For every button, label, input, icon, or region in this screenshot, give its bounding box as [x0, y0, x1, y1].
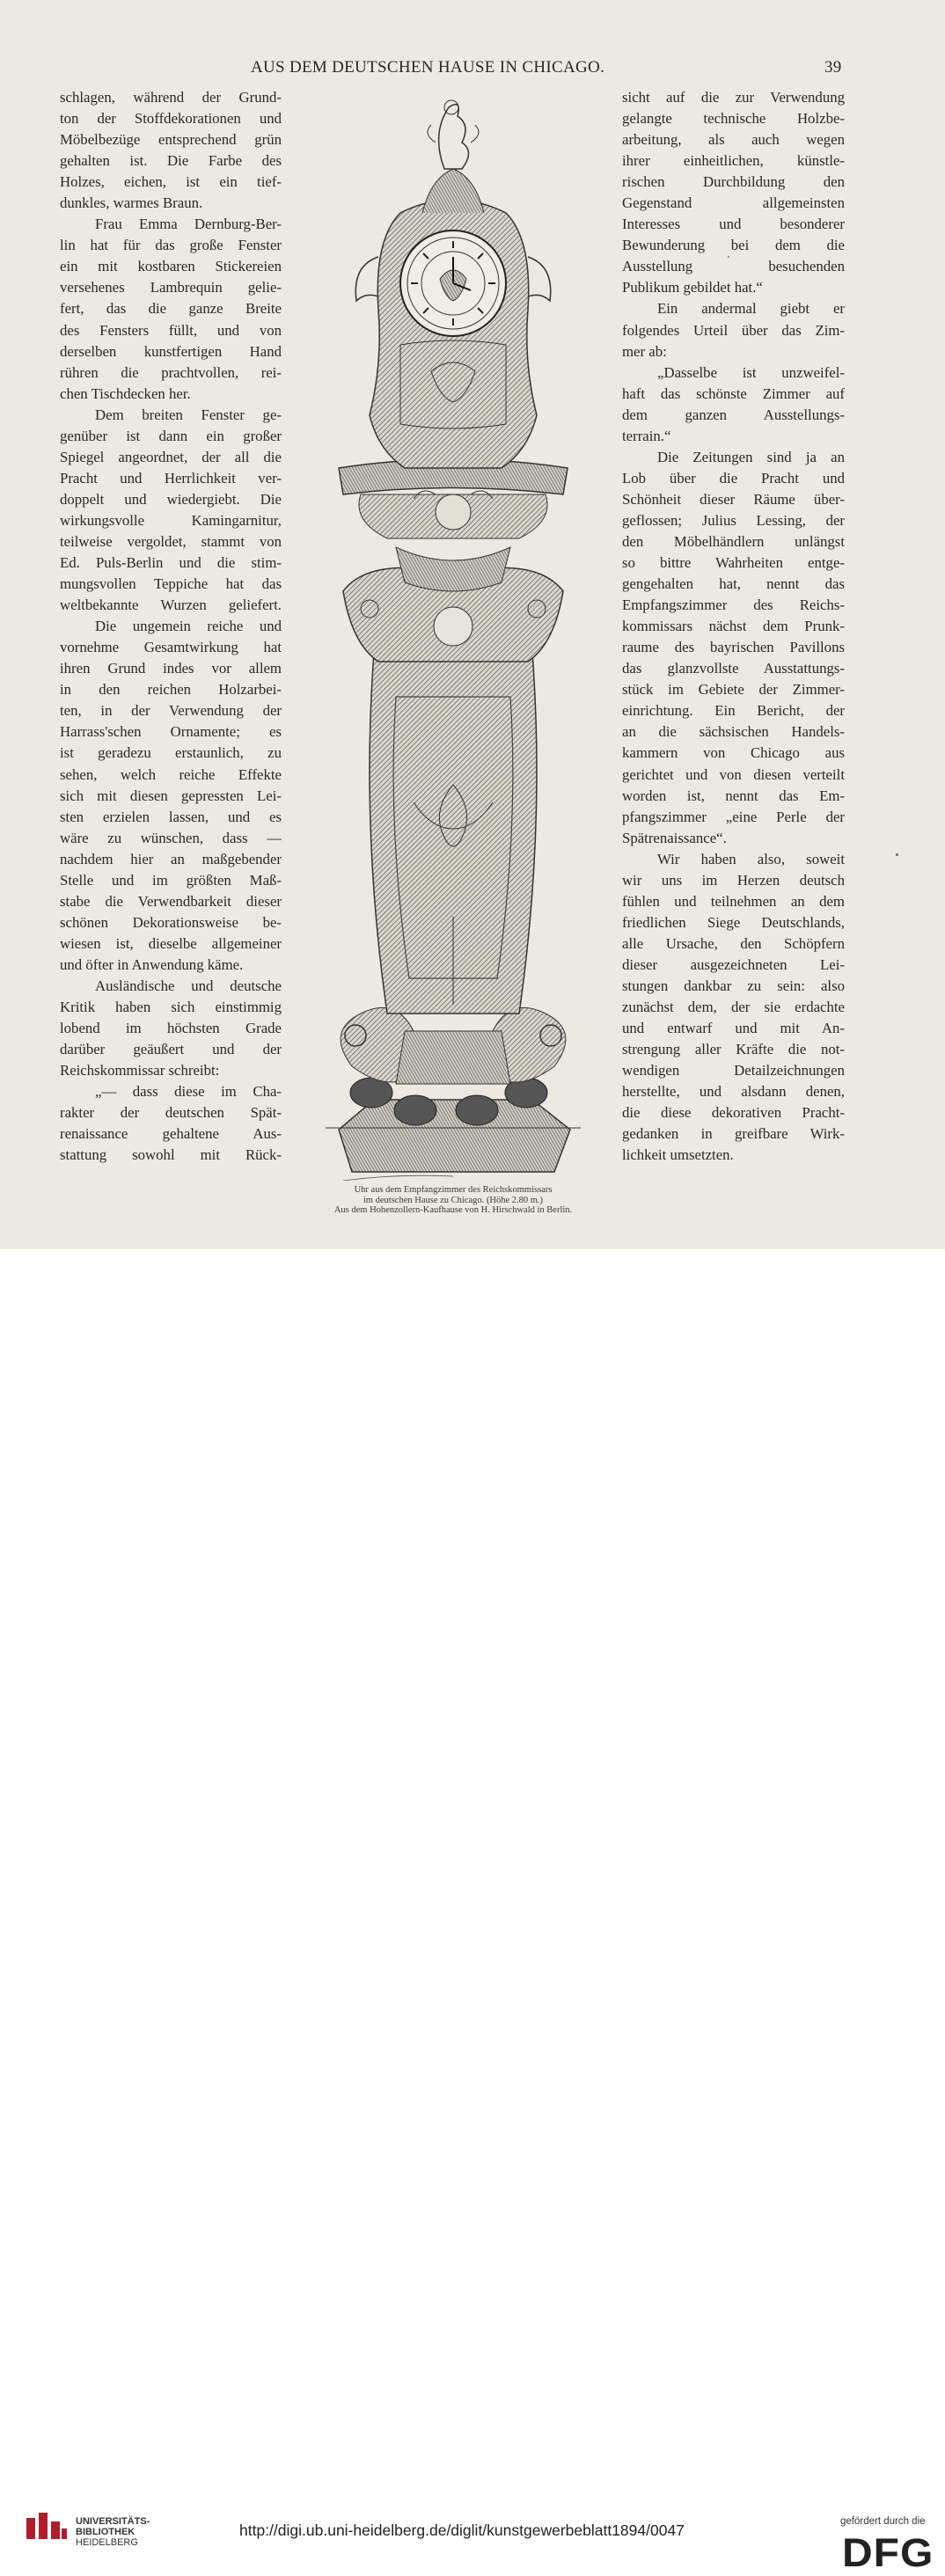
text-line: mungsvollen Teppiche hat das	[60, 575, 282, 593]
text-line: Lob über die Pracht und	[622, 469, 845, 487]
text-line: gedanken in greifbare Wirk-	[622, 1125, 845, 1143]
text-line: einrichtung. Ein Bericht, der	[622, 702, 845, 720]
text-line: Harrass'schen Ornamente; es	[60, 723, 282, 741]
text-line: lichkeit umsetzten.	[622, 1146, 734, 1164]
text-line: wäre zu wünschen, dass —	[60, 829, 282, 846]
scan-speck	[728, 256, 729, 258]
text-line: ein mit kostbaren Stickereien	[60, 258, 282, 275]
text-line: sicht auf die zur Verwendung	[622, 89, 845, 106]
text-line: Interesses und besonderer	[622, 216, 845, 233]
text-line: kommissars nächst dem Prunk-	[622, 618, 845, 635]
text-line: Publikum gebildet hat.“	[622, 279, 763, 296]
text-line: Frau Emma Dernburg-Ber-	[95, 216, 282, 233]
text-line: den Möbelhändlern unlängst	[622, 532, 845, 550]
text-line: versehenes Lambrequin gelie-	[60, 279, 282, 296]
text-line: worden ist, nennt das Em-	[622, 787, 845, 804]
text-line: gelangte technische Holzbe-	[622, 110, 845, 128]
caption-line: Uhr aus dem Empfangzimmer des Reichskommissars	[354, 1185, 553, 1195]
text-line: des Fensters füllt, und von	[60, 321, 282, 339]
text-line: schlagen, während der Grund-	[60, 89, 282, 106]
running-header	[0, 58, 945, 81]
text-line: weltbekannte Wurzen geliefert.	[60, 596, 282, 614]
text-line: Ed. Puls-Berlin und die stim-	[60, 554, 282, 572]
text-line: Die Zeitungen sind ja an	[657, 448, 845, 465]
text-line: Die ungemein reiche und	[95, 618, 282, 635]
text-line: wir uns im Herzen deutsch	[622, 871, 845, 889]
text-line: Ausländische und deutsche	[95, 977, 282, 994]
text-line: wiesen ist, dieselbe allgemeiner	[60, 934, 282, 952]
text-line: und öfter in Anwendung käme.	[60, 955, 244, 973]
text-line: nachdem hier an maßgebender	[60, 850, 282, 867]
text-line: Stelle und im größten Maß-	[60, 871, 282, 889]
text-line: Ein andermal giebt er	[657, 300, 845, 318]
text-line: vornehme Gesamtwirkung hat	[60, 639, 282, 656]
text-line: gerichtet und von diesen verteilt	[622, 765, 845, 783]
text-line: friedlichen Siege Deutschlands,	[622, 913, 845, 931]
caption-line: Aus dem Hohenzollern-Kaufhause von H. Hirschwald in Berlin.	[333, 1205, 573, 1215]
scan-speck	[896, 853, 898, 856]
text-line: terrain.“	[622, 427, 671, 444]
text-line: derselben kunstfertigen Hand	[60, 342, 282, 360]
text-line: zunächst dem, der sie erdachte	[622, 999, 845, 1016]
text-line: „Dasselbe ist unzweifel-	[657, 363, 845, 381]
text-line: kammern von Chicago aus	[622, 744, 845, 762]
text-line: stungen dankbar zu sein: also	[622, 977, 845, 994]
text-line: ist geradezu erstaunlich, zu	[60, 744, 282, 762]
text-line: wirkungsvolle Kamingarnitur,	[60, 511, 282, 529]
text-line: dem ganzen Ausstellungs-	[622, 406, 845, 423]
text-line: doppelt und wiedergiebt. Die	[60, 490, 282, 508]
text-line: Reichskommissar schreibt:	[60, 1062, 220, 1079]
text-line: ton der Stoffdekorationen und	[60, 110, 282, 128]
text-line: in den reichen Holzarbei-	[60, 681, 282, 699]
left-text-column	[60, 87, 282, 1166]
text-line: fühlen und teilnehmen an dem	[622, 892, 845, 910]
text-line: arbeitung, als auch wegen	[622, 131, 845, 149]
text-line: schönen Dekorationsweise be-	[60, 913, 282, 931]
ornate-tall-case-clock-illustration	[290, 81, 616, 1181]
dfg-logo: DFG	[842, 2530, 934, 2576]
text-line: raume des bayrischen Pavillons	[622, 639, 845, 656]
page-number: 39	[824, 58, 842, 77]
text-line: Kritik haben sich einstimmig	[60, 999, 282, 1016]
text-line: dieser ausgezeichneten Lei-	[622, 955, 845, 973]
text-line: rakter der deutschen Spät-	[60, 1104, 282, 1122]
text-line: stück im Gebiete der Zimmer-	[622, 681, 845, 699]
text-line: Spiegel angeordnet, der all die	[60, 448, 282, 465]
text-line: Pracht und Herrlichkeit ver-	[60, 469, 282, 487]
text-line: alle Ursache, den Schöpfern	[622, 934, 845, 952]
text-line: haft das schönste Zimmer auf	[622, 384, 845, 402]
figure-caption	[290, 1185, 616, 1216]
sponsor-note: gefördert durch die	[840, 2516, 926, 2527]
text-line: darüber geäußert und der	[60, 1041, 282, 1058]
text-line: folgendes Urteil über das Zim-	[622, 321, 845, 339]
right-text-column	[622, 87, 845, 1166]
text-line: Empfangszimmer des Reichs-	[622, 596, 845, 614]
text-line: gengehalten hat, nennt das	[622, 575, 845, 593]
university-library-name	[76, 2516, 150, 2548]
scanned-page	[0, 0, 945, 1249]
text-line: genüber ist dann ein großer	[60, 427, 282, 444]
text-line: ten, in der Verwendung der	[60, 702, 282, 720]
text-line: stabe die Verwendbarkeit dieser	[60, 892, 282, 910]
text-line: sten erzielen lassen, und es	[60, 808, 282, 825]
text-line: die diese dekorativen Pracht-	[622, 1104, 845, 1122]
text-line: chen Tischdecken her.	[60, 384, 191, 402]
text-line: dunkles, warmes Braun.	[60, 194, 203, 212]
text-line: „— dass diese im Cha-	[95, 1083, 282, 1101]
text-line: rühren die prachtvollen, rei-	[60, 363, 282, 381]
text-line: sehen, welch reiche Effekte	[60, 765, 282, 783]
text-line: an die sächsischen Handels-	[622, 723, 845, 741]
text-line: ihrer einheitlichen, künstle-	[622, 152, 845, 170]
text-line: Wir haben also, soweit	[657, 850, 845, 867]
text-line: Möbelbezüge entsprechend grün	[60, 131, 282, 149]
caption-line: im deutschen Hause zu Chicago. (Höhe 2.80 m.)	[363, 1195, 544, 1205]
text-line: Dem breiten Fenster ge-	[95, 406, 282, 423]
digitization-footer	[0, 1249, 945, 2576]
university-library-logo-icon	[25, 2511, 69, 2541]
text-line: Schönheit dieser Räume über-	[622, 490, 845, 508]
text-line: so bittre Wahrheiten entge-	[622, 554, 845, 572]
text-line: das glanzvollste Ausstattungs-	[622, 660, 845, 677]
text-line: fert, das die ganze Breite	[60, 300, 282, 318]
text-line: Ausstellung besuchenden	[622, 258, 845, 275]
institution-line: HEIDELBERG	[76, 2537, 138, 2548]
text-line: Spätrenaissance“.	[622, 829, 727, 846]
text-line: lobend im höchsten Grade	[60, 1020, 282, 1037]
text-line: rischen Durchbildung den	[622, 173, 845, 191]
text-line: Holzes, eichen, ist ein tief-	[60, 173, 282, 191]
text-line: sich mit diesen gepressten Lei-	[60, 787, 282, 804]
text-line: teilweise vergoldet, stammt von	[60, 532, 282, 550]
text-line: ihren Grund indes vor allem	[60, 660, 282, 677]
text-line: lin hat für das große Fenster	[60, 237, 282, 254]
text-line: wendigen Detailzeichnungen	[622, 1062, 845, 1079]
source-url-link[interactable]: http://digi.ub.uni-heidelberg.de/diglit/kunstgewerbeblatt1894/0047	[239, 2521, 685, 2539]
text-line: pfangszimmer „eine Perle der	[622, 808, 845, 825]
text-line: mer ab:	[622, 342, 667, 360]
text-line: Gegenstand allgemeinsten	[622, 194, 845, 212]
text-line: renaissance gehaltene Aus-	[60, 1125, 282, 1143]
page-header-title: AUS DEM DEUTSCHEN HAUSE IN CHICAGO.	[251, 58, 605, 77]
text-line: strengung aller Kräfte die not-	[622, 1041, 845, 1058]
institution-line: BIBLIOTHEK	[76, 2527, 136, 2537]
institution-line: UNIVERSITÄTS-	[76, 2516, 150, 2527]
text-line: stattung sowohl mit Rück-	[60, 1146, 282, 1164]
text-line: gehalten ist. Die Farbe des	[60, 152, 282, 170]
text-line: geflossen; Julius Lessing, der	[622, 511, 845, 529]
text-line: herstellte, und alsdann denen,	[622, 1083, 845, 1101]
text-line: und entwarf und mit An-	[622, 1020, 845, 1037]
text-line: Bewunderung bei dem die	[622, 237, 845, 254]
